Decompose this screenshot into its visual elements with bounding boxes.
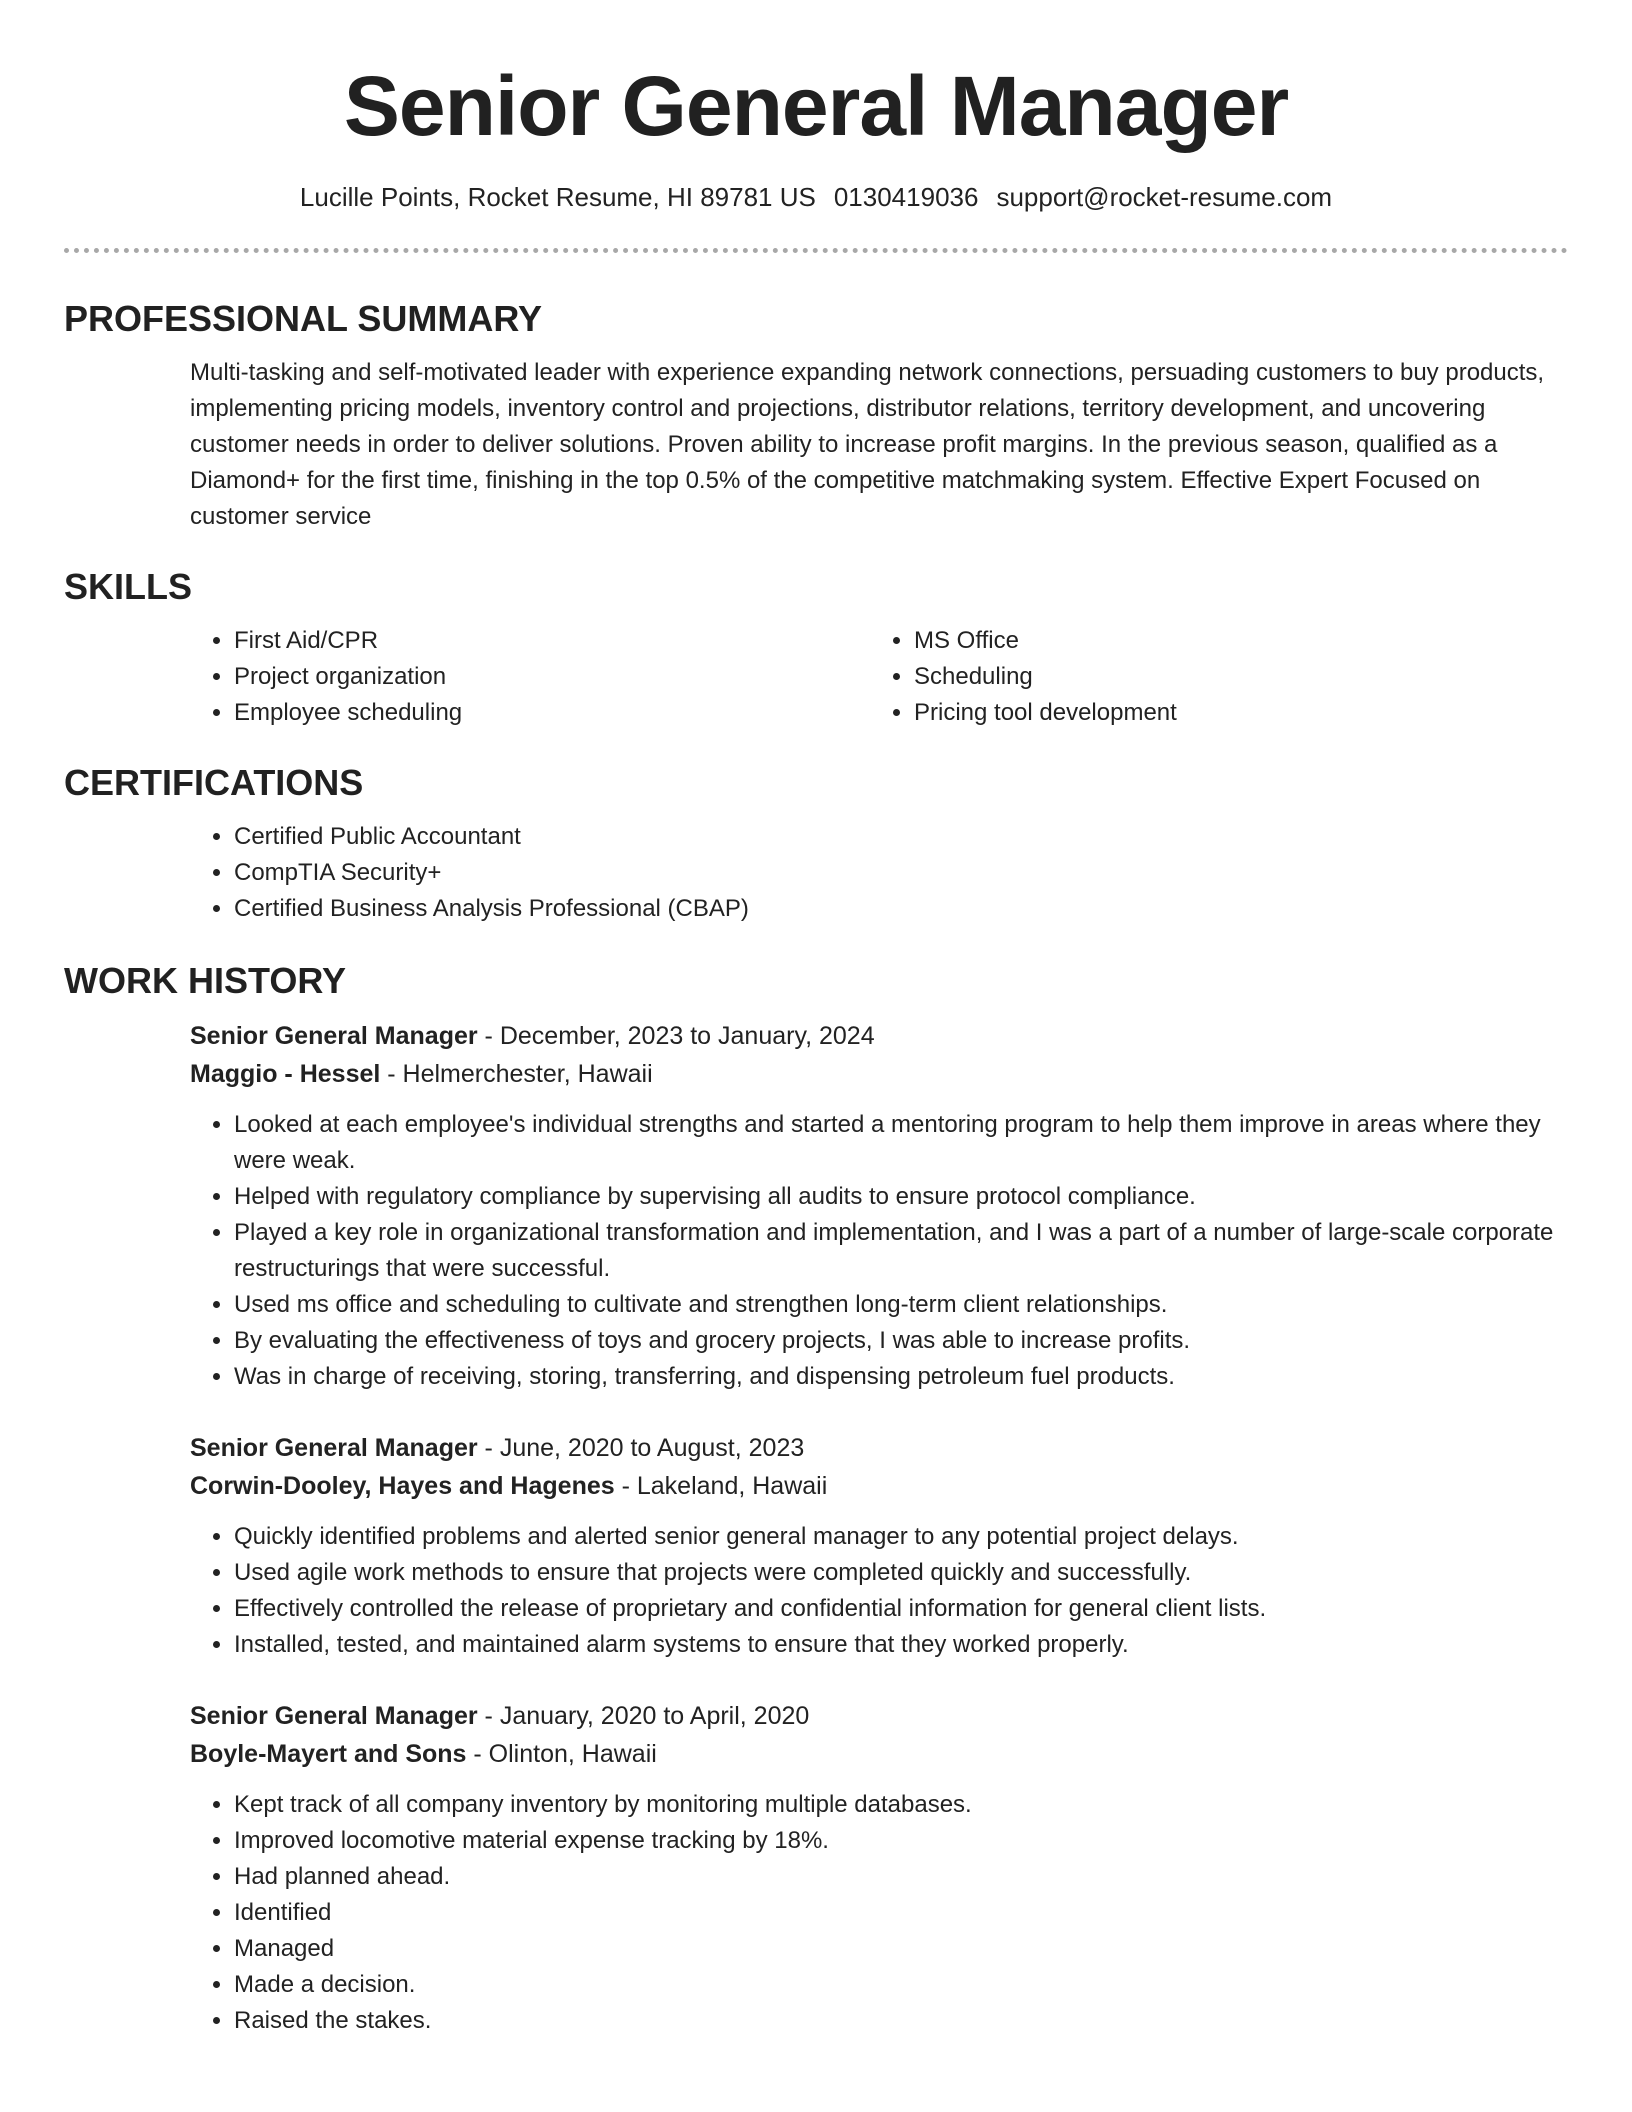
skill-item: • MS Office (914, 623, 1550, 659)
job-bullet: • Kept track of all company inventory by monitoring multiple databases. (234, 1787, 1568, 1823)
job-dates: - June, 2020 to August, 2023 (477, 1434, 805, 1462)
job-entry (190, 1429, 1568, 1663)
header-divider (64, 248, 1568, 253)
certification-item: • Certified Public Accountant (234, 819, 1568, 855)
job-bullet: • Improved locomotive material expense tracking by 18%. (234, 1823, 1568, 1859)
job-company: Maggio - Hessel (190, 1060, 381, 1088)
job-dates: - December, 2023 to January, 2024 (477, 1022, 875, 1050)
skills-column-left (190, 623, 870, 731)
job-role: Senior General Manager (190, 1702, 478, 1730)
job-company-line (190, 1055, 1568, 1093)
contact-email: support@rocket-resume.com (996, 182, 1333, 212)
summary-text: Multi-tasking and self-motivated leader with experience expanding network connections, persuading customers to buy products, implementing pricing models, inventory control and projections, distributor relations, territory development, and uncovering customer needs in order to deliver solutions. Proven ability to increase profit margins. In the previous season, qualified as a Diamond+ for the first time, finishing in the top 0.5% of the competitive matchmaking system. Effective Expert Focused on customer service (190, 359, 1545, 530)
job-company-line (190, 1467, 1568, 1505)
certification-item: • Certified Business Analysis Professional (CBAP) (234, 891, 1568, 927)
job-role-line (190, 1697, 1568, 1735)
job-bullet: • Had planned ahead. (234, 1859, 1568, 1895)
job-bullet: • Quickly identified problems and alerted senior general manager to any potential project delays. (234, 1519, 1568, 1555)
job-dates: - January, 2020 to April, 2020 (477, 1702, 810, 1730)
job-bullet: • Effectively controlled the release of proprietary and confidential information for general client lists. (234, 1591, 1568, 1627)
contact-phone: 0130419036 (833, 182, 979, 212)
summary-heading: PROFESSIONAL SUMMARY (64, 298, 543, 339)
contact-line (64, 180, 1568, 214)
job-entry (190, 1017, 1568, 1395)
job-role: Senior General Manager (190, 1434, 478, 1462)
job-bullet: • By evaluating the effectiveness of toys and grocery projects, I was able to increase profits. (234, 1323, 1568, 1359)
skills-heading: SKILLS (64, 566, 193, 607)
job-location: - Lakeland, Hawaii (614, 1472, 828, 1500)
contact-address: Lucille Points, Rocket Resume, HI 89781 US (299, 182, 816, 212)
job-bullet: • Played a key role in organizational transformation and implementation, and I was a part of a number of large-scale corporate restructurings that were successful. (234, 1215, 1568, 1287)
certifications-list (190, 819, 1568, 927)
job-company: Boyle-Mayert and Sons (190, 1740, 467, 1768)
work-history-heading: WORK HISTORY (64, 960, 347, 1001)
job-bullet: • Used agile work methods to ensure that projects were completed quickly and successfully. (234, 1555, 1568, 1591)
job-role: Senior General Manager (190, 1022, 478, 1050)
job-role-line (190, 1017, 1568, 1055)
skill-item: • Project organization (234, 659, 870, 695)
job-bullets (190, 1787, 1568, 2039)
job-company: Corwin-Dooley, Hayes and Hagenes (190, 1472, 615, 1500)
skills-column-right (870, 623, 1550, 731)
page-title: Senior General Manager (343, 59, 1289, 153)
job-bullet: • Raised the stakes. (234, 2003, 1568, 2039)
skill-item: • Scheduling (914, 659, 1550, 695)
certifications-heading: CERTIFICATIONS (64, 762, 364, 803)
job-bullet: • Was in charge of receiving, storing, transferring, and dispensing petroleum fuel products. (234, 1359, 1568, 1395)
job-entry (190, 1697, 1568, 2039)
job-bullet: • Installed, tested, and maintained alarm systems to ensure that they worked properly. (234, 1627, 1568, 1663)
job-bullet: • Identified (234, 1895, 1568, 1931)
certification-item: • CompTIA Security+ (234, 855, 1568, 891)
job-location: - Olinton, Hawaii (466, 1740, 657, 1768)
job-location: - Helmerchester, Hawaii (380, 1060, 653, 1088)
job-bullet: • Used ms office and scheduling to cultivate and strengthen long-term client relationships. (234, 1287, 1568, 1323)
job-bullet: • Looked at each employee's individual strengths and started a mentoring program to help them improve in areas where they were weak. (234, 1107, 1568, 1179)
job-company-line (190, 1735, 1568, 1773)
job-bullets (190, 1107, 1568, 1395)
job-bullet: • Helped with regulatory compliance by supervising all audits to ensure protocol compliance. (234, 1179, 1568, 1215)
job-bullet: • Managed (234, 1931, 1568, 1967)
skills-list (190, 623, 1568, 731)
job-role-line (190, 1429, 1568, 1467)
resume-page (64, 0, 1568, 2039)
skill-item: • Pricing tool development (914, 695, 1550, 731)
skill-item: • Employee scheduling (234, 695, 870, 731)
skill-item: • First Aid/CPR (234, 623, 870, 659)
job-bullets (190, 1519, 1568, 1663)
job-bullet: • Made a decision. (234, 1967, 1568, 2003)
